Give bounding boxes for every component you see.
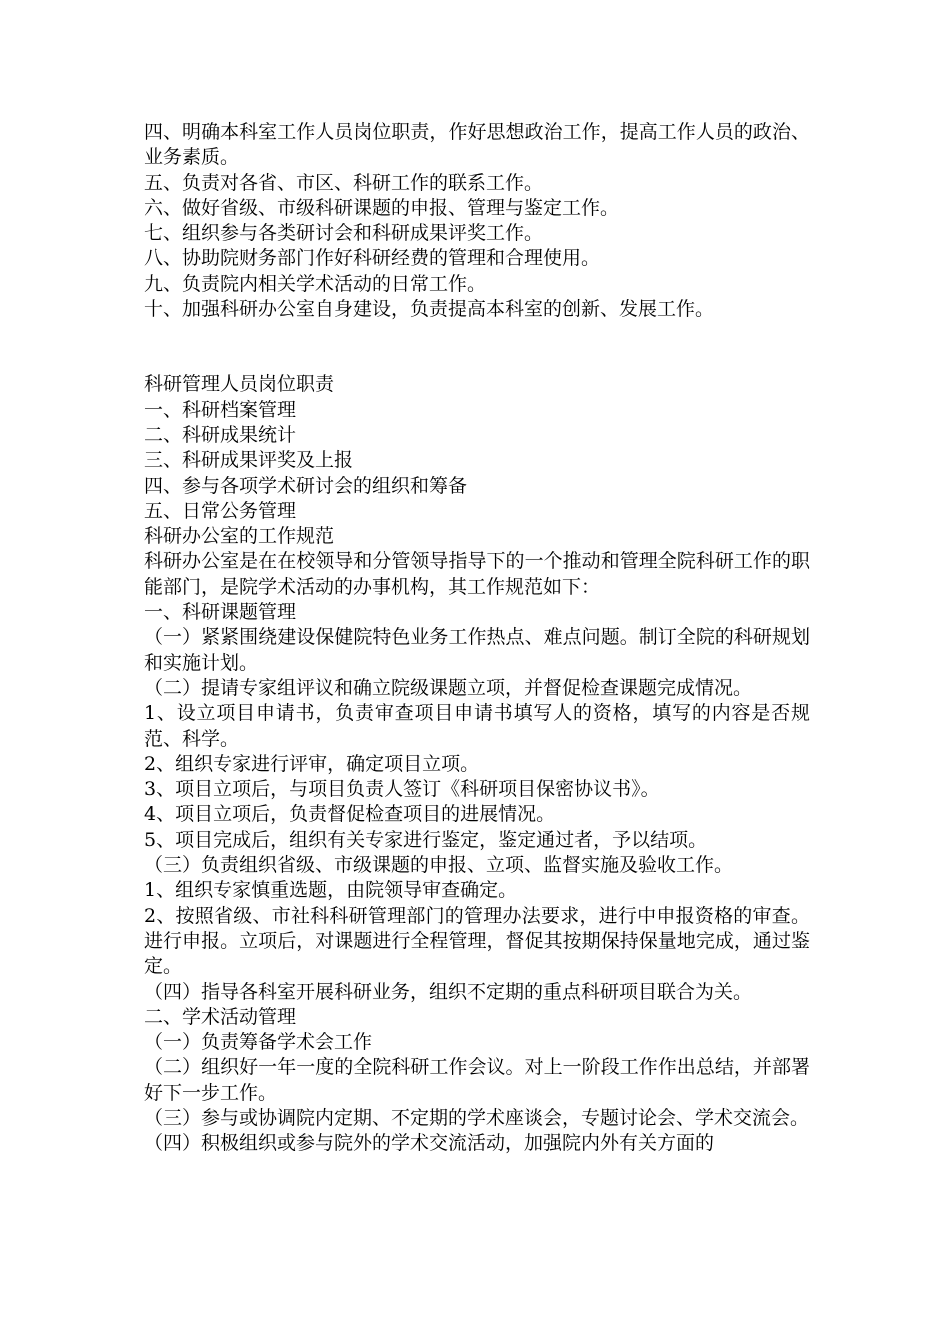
paragraph: 2、组织专家进行评审，确定项目立项。 bbox=[144, 752, 480, 775]
paragraph: 一、科研档案管理 bbox=[144, 398, 297, 421]
paragraph: 1、设立项目申请书，负责审查项目申请书填写人的资格，填写的内容是否规范、科学。 bbox=[144, 702, 810, 750]
duties-list-section bbox=[144, 120, 810, 322]
paragraph: （三）参与或协调院内定期、不定期的学术座谈会，专题讨论会、学术交流会。 bbox=[144, 1106, 810, 1129]
paragraph: 四、参与各项学术研讨会的组织和筹备 bbox=[144, 474, 468, 497]
paragraph: （一）紧紧围绕建设保健院特色业务工作热点、难点问题。制订全院的科研规划和实施计划。 bbox=[144, 626, 810, 674]
paragraph: 3、项目立项后，与项目负责人签订《科研项目保密协议书》。 bbox=[144, 778, 660, 801]
paragraph: 1、组织专家慎重选题，由院领导审查确定。 bbox=[144, 879, 518, 902]
section-gap bbox=[144, 322, 810, 372]
paragraph: 七、组织参与各类研讨会和科研成果评奖工作。 bbox=[144, 222, 544, 245]
paragraph: （四）积极组织或参与院外的学术交流活动，加强院内外有关方面的 bbox=[144, 1132, 715, 1155]
paragraph: 2、按照省级、市社科科研管理部门的管理办法要求，进行中申报资格的审查。进行申报。立项后，对课题进行全程管理，督促其按期保持保量地完成，通过鉴定。 bbox=[144, 904, 810, 978]
paragraph: （四）指导各科室开展科研业务，组织不定期的重点科研项目联合为关。 bbox=[144, 980, 753, 1003]
paragraph: 科研管理人员岗位职责 bbox=[144, 373, 335, 396]
paragraph: 四、明确本科室工作人员岗位职责，作好思想政治工作，提高工作人员的政治、业务素质。 bbox=[144, 121, 810, 169]
paragraph: 五、日常公务管理 bbox=[144, 499, 297, 522]
staff-duties-and-norms-section bbox=[144, 372, 810, 1156]
paragraph: 八、协助院财务部门作好科研经费的管理和合理使用。 bbox=[144, 247, 601, 270]
paragraph: 一、科研课题管理 bbox=[144, 601, 297, 624]
paragraph: 十、加强科研办公室自身建设，负责提高本科室的创新、发展工作。 bbox=[144, 298, 715, 321]
paragraph: 5、项目完成后，组织有关专家进行鉴定，鉴定通过者，予以结项。 bbox=[144, 828, 708, 851]
paragraph: 六、做好省级、市级科研课题的申报、管理与鉴定工作。 bbox=[144, 196, 620, 219]
paragraph: （二）提请专家组评议和确立院级课题立项，并督促检查课题完成情况。 bbox=[144, 676, 753, 699]
paragraph: （一）负责筹备学术会工作 bbox=[144, 1031, 373, 1054]
paragraph: 二、学术活动管理 bbox=[144, 1005, 297, 1028]
paragraph: （三）负责组织省级、市级课题的申报、立项、监督实施及验收工作。 bbox=[144, 854, 734, 877]
paragraph: 4、项目立项后，负责督促检查项目的进展情况。 bbox=[144, 803, 556, 826]
paragraph: 五、负责对各省、市区、科研工作的联系工作。 bbox=[144, 171, 544, 194]
paragraph: 科研办公室是在在校领导和分管领导指导下的一个推动和管理全院科研工作的职能部门，是院学术活动的办事机构，其工作规范如下： bbox=[144, 550, 810, 598]
paragraph: 科研办公室的工作规范 bbox=[144, 525, 335, 548]
paragraph: 二、科研成果统计 bbox=[144, 423, 297, 446]
paragraph: （二）组织好一年一度的全院科研工作会议。对上一阶段工作作出总结，并部署好下一步工作。 bbox=[144, 1056, 810, 1104]
paragraph: 三、科研成果评奖及上报 bbox=[144, 449, 354, 472]
document-body bbox=[144, 120, 810, 1157]
paragraph: 九、负责院内相关学术活动的日常工作。 bbox=[144, 272, 487, 295]
